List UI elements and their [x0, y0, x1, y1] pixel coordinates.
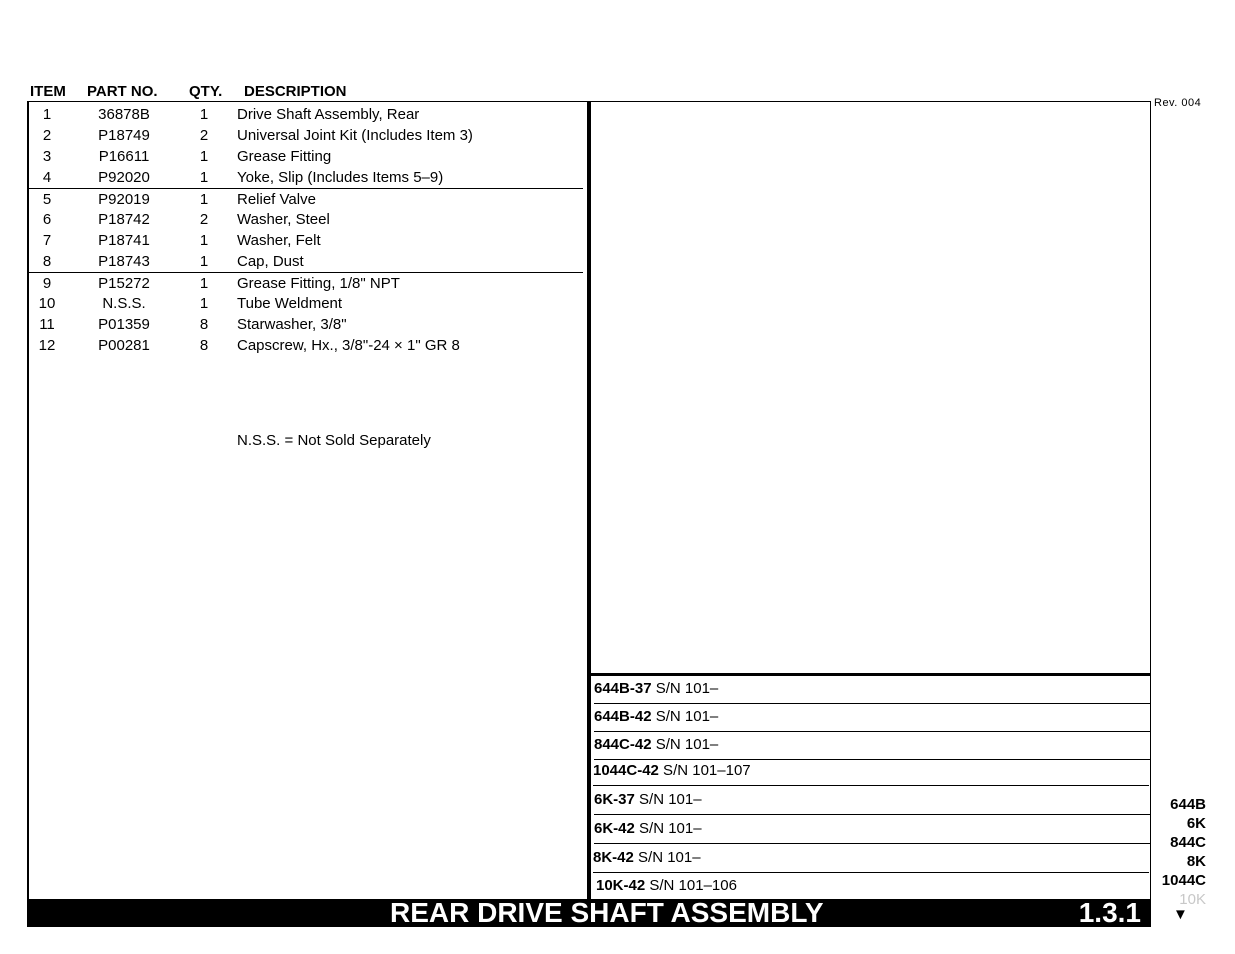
- item-number: 1: [42, 106, 52, 123]
- model-tab[interactable]: 8K: [1186, 853, 1206, 870]
- quantity: 2: [199, 211, 209, 228]
- serial-numbers: S/N 101–: [651, 736, 719, 753]
- description: Starwasher, 3/8": [237, 316, 347, 333]
- table-row: [28, 272, 583, 294]
- part-number: P18749: [98, 127, 150, 144]
- item-number: 7: [42, 232, 52, 249]
- part-number: P92020: [98, 169, 150, 186]
- part-number: P16611: [98, 148, 150, 165]
- item-number: 4: [42, 169, 52, 186]
- table-row: [0, 146, 590, 167]
- serial-range: [594, 704, 1150, 732]
- quantity: 1: [199, 191, 209, 208]
- model-code: 844C-42: [594, 736, 652, 753]
- quantity: 2: [199, 127, 209, 144]
- serial-range: [594, 816, 1150, 844]
- part-number: P00281: [98, 337, 150, 354]
- model-tab[interactable]: 10K: [1179, 891, 1206, 908]
- quantity: 8: [199, 316, 209, 333]
- description: Relief Valve: [237, 191, 316, 208]
- part-number: P92019: [98, 191, 150, 208]
- table-row: [0, 209, 590, 230]
- model-code: 644B-37: [594, 680, 652, 697]
- part-number: P18741: [98, 232, 150, 249]
- header-part-no: PART NO.: [87, 83, 158, 100]
- diagram-area: [590, 101, 1151, 673]
- quantity: 1: [199, 169, 209, 186]
- quantity: 1: [199, 232, 209, 249]
- description: Yoke, Slip (Includes Items 5–9): [237, 169, 444, 186]
- serial-numbers: S/N 101–: [633, 849, 701, 866]
- item-number: 11: [39, 316, 55, 333]
- part-number: 36878B: [98, 106, 150, 123]
- model-tab[interactable]: 644B: [1170, 796, 1206, 813]
- section-number: 1.3.1: [1078, 897, 1141, 928]
- model-tab[interactable]: 844C: [1170, 834, 1206, 851]
- item-number: 3: [42, 148, 52, 165]
- serial-range: [593, 845, 1149, 873]
- description: Drive Shaft Assembly, Rear: [237, 106, 420, 123]
- serial-range: [594, 787, 1150, 815]
- model-code: 644B-42: [594, 708, 652, 725]
- header-item: ITEM: [30, 83, 66, 100]
- serial-numbers: S/N 101–: [634, 820, 702, 837]
- table-row: [28, 188, 583, 210]
- table-row: [0, 335, 590, 356]
- item-number: 8: [42, 253, 52, 270]
- quantity: 1: [199, 275, 209, 292]
- model-tab[interactable]: 1044C: [1161, 872, 1206, 889]
- description: Tube Weldment: [237, 295, 343, 312]
- description: Capscrew, Hx., 3/8"-24 × 1" GR 8: [237, 337, 460, 354]
- part-number: P18743: [98, 253, 150, 270]
- page-title: REAR DRIVE SHAFT ASSEMBLY: [390, 897, 824, 928]
- serial-range: [594, 676, 1150, 704]
- table-row: [0, 314, 590, 335]
- description: Grease Fitting, 1/8" NPT: [237, 275, 400, 292]
- table-row: [0, 104, 590, 125]
- serial-numbers: S/N 101–107: [658, 762, 751, 779]
- part-number: P15272: [98, 275, 150, 292]
- description: Grease Fitting: [237, 148, 332, 165]
- part-number: P18742: [98, 211, 150, 228]
- item-number: 12: [38, 337, 56, 354]
- table-row: [0, 167, 590, 188]
- quantity: 1: [199, 253, 209, 270]
- model-tabs: [1152, 795, 1206, 909]
- nss-footnote: N.S.S. = Not Sold Separately: [237, 432, 431, 449]
- serial-range: [593, 758, 1149, 786]
- table-row: [0, 230, 590, 251]
- serial-range: [594, 732, 1150, 760]
- part-number: P01359: [98, 316, 150, 333]
- title-bar: [27, 899, 1151, 927]
- serial-numbers: S/N 101–: [651, 680, 719, 697]
- serial-numbers: S/N 101–: [634, 791, 702, 808]
- description: Cap, Dust: [237, 253, 304, 270]
- header-description: DESCRIPTION: [244, 83, 347, 100]
- item-number: 10: [38, 295, 56, 312]
- quantity: 1: [199, 295, 209, 312]
- revision-label: Rev. 004: [1154, 97, 1202, 109]
- item-number: 5: [42, 191, 52, 208]
- header-qty: QTY.: [189, 83, 223, 100]
- model-code: 6K-37: [594, 791, 635, 808]
- item-number: 6: [42, 211, 52, 228]
- table-row: [0, 251, 590, 272]
- model-code: 6K-42: [594, 820, 635, 837]
- quantity: 8: [199, 337, 209, 354]
- item-number: 9: [42, 275, 52, 292]
- quantity: 1: [199, 106, 209, 123]
- description: Washer, Felt: [237, 232, 321, 249]
- model-code: 8K-42: [593, 849, 634, 866]
- next-page-arrow-icon[interactable]: ▼: [1173, 906, 1188, 923]
- description: Universal Joint Kit (Includes Item 3): [237, 127, 473, 144]
- table-row: [0, 125, 590, 146]
- item-number: 2: [42, 127, 52, 144]
- serial-numbers: S/N 101–106: [645, 877, 737, 894]
- serial-number-box: [590, 673, 1151, 899]
- part-number: N.S.S.: [102, 295, 146, 312]
- description: Washer, Steel: [237, 211, 330, 228]
- model-code: 1044C-42: [593, 762, 659, 779]
- model-code: 10K-42: [596, 877, 646, 894]
- table-row: [0, 293, 590, 314]
- quantity: 1: [199, 148, 209, 165]
- serial-numbers: S/N 101–: [651, 708, 719, 725]
- model-tab[interactable]: 6K: [1186, 815, 1206, 832]
